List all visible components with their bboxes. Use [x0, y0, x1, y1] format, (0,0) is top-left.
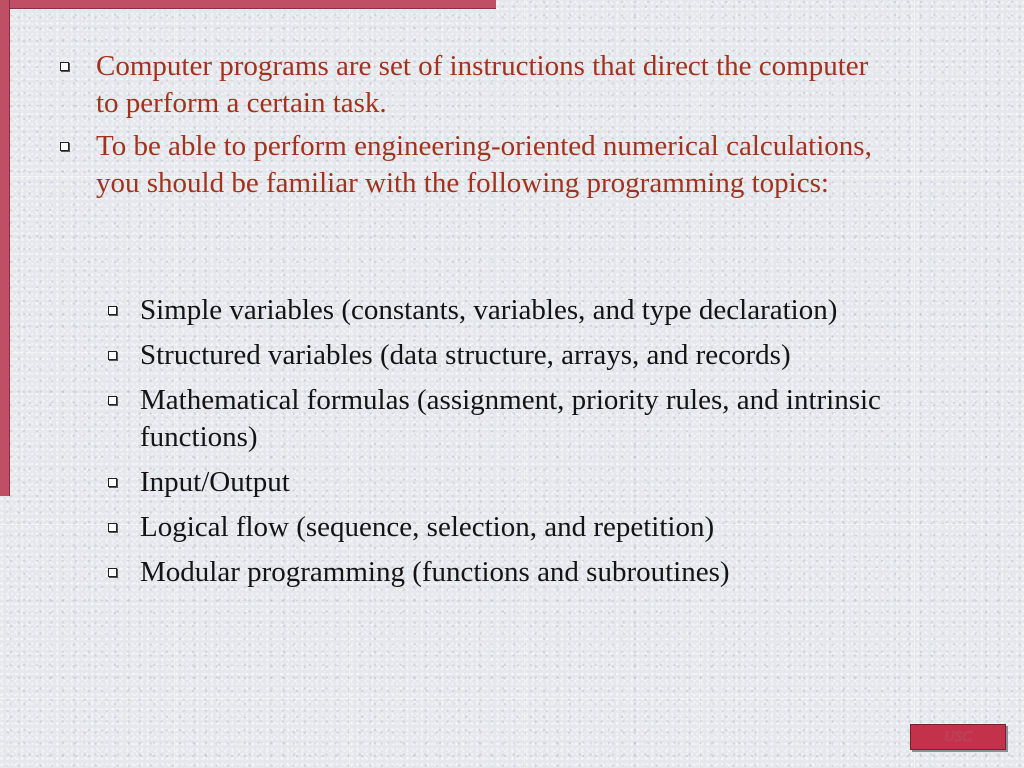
hollow-square-bullet-icon [60, 142, 69, 151]
hollow-square-bullet-icon [108, 396, 117, 405]
hollow-square-bullet-icon [60, 62, 69, 71]
main-point-item [56, 48, 886, 122]
topic-item [104, 292, 924, 329]
main-point-list [56, 48, 886, 208]
topic-text: Mathematical formulas (assignment, priority rules, and intrinsic functions) [140, 384, 881, 453]
main-point-item [56, 128, 886, 202]
usc-badge [910, 724, 1006, 750]
hollow-square-bullet-icon [108, 568, 117, 577]
topic-item [104, 509, 924, 546]
topic-text: Modular programming (functions and subroutines) [140, 556, 730, 588]
topic-text: Simple variables (constants, variables, and type declaration) [140, 294, 838, 326]
hollow-square-bullet-icon [108, 306, 117, 315]
main-point-text: Computer programs are set of instructions that direct the computer to perform a certain task. [96, 50, 869, 119]
topic-text: Input/Output [140, 466, 290, 498]
topic-text: Structured variables (data structure, arrays, and records) [140, 339, 791, 371]
topic-item [104, 554, 924, 591]
usc-badge-text: USC [943, 728, 973, 745]
main-point-text: To be able to perform engineering-oriented numerical calculations, you should be familiar with the following programming topics: [96, 130, 872, 199]
topic-text: Logical flow (sequence, selection, and repetition) [140, 511, 715, 543]
hollow-square-bullet-icon [108, 478, 117, 487]
topic-item [104, 464, 924, 501]
topic-item [104, 337, 924, 374]
topic-list [104, 292, 924, 599]
topic-item [104, 382, 924, 456]
hollow-square-bullet-icon [108, 523, 117, 532]
hollow-square-bullet-icon [108, 351, 117, 360]
